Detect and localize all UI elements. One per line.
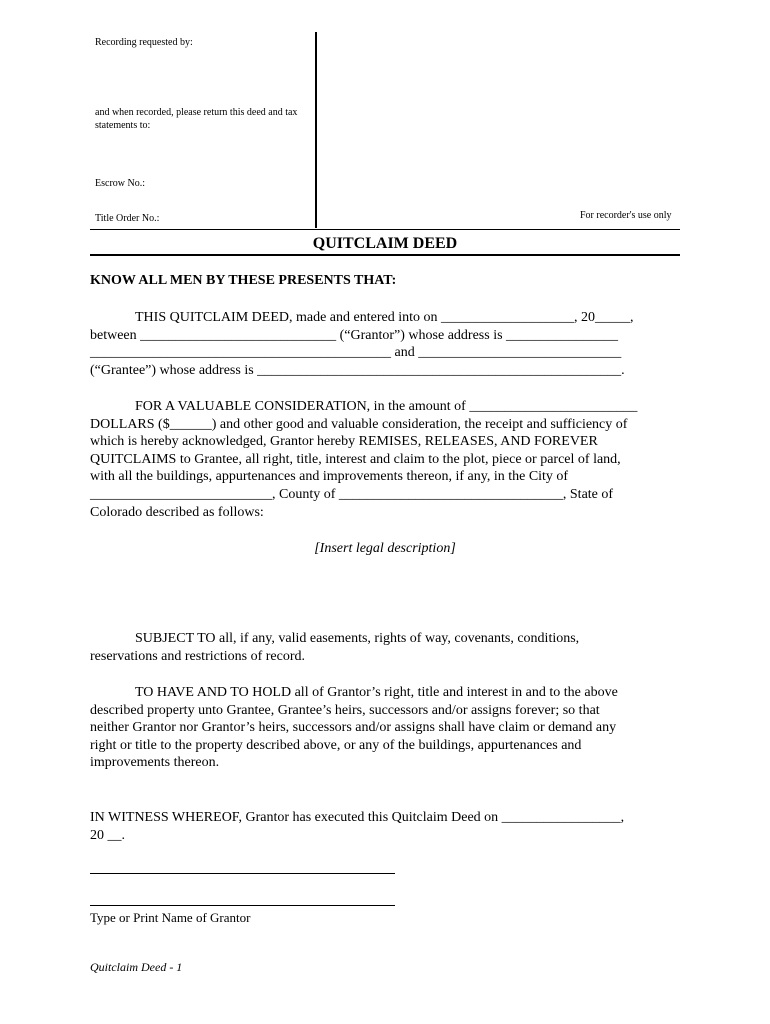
paragraph-line: IN WITNESS WHEREOF, Grantor has executed this Quitclaim Deed on _________________, [90,810,625,825]
paragraph-line: Colorado described as follows: [90,504,264,520]
title-order-number-label: Title Order No.: [95,213,160,224]
legal-description-placeholder: [Insert legal description] [314,541,456,556]
subject-to-paragraph [90,630,682,665]
paragraph-line: ___________________________________________ and _____________________________ [90,345,622,361]
paragraph-line: reservations and restrictions of record. [90,648,305,664]
document-title: QUITCLAIM DEED [312,235,458,252]
grantor-printed-name-line[interactable] [90,905,395,906]
paragraph-line: right or title to the property described above, or any of the buildings, appurtenances and [90,737,582,753]
paragraph-line: with all the buildings, appurtenances and improvements thereon, if any, in the City of [90,469,569,485]
title-bottom-rule [90,254,680,256]
header-bottom-rule [90,229,680,230]
consideration-paragraph [90,398,682,521]
habendum-paragraph [90,684,682,772]
grantor-name-label: Type or Print Name of Grantor [90,910,251,925]
parties-paragraph [90,309,682,379]
header-vertical-divider [315,32,317,228]
paragraph-line: between ____________________________ (“Grantor”) whose address is ________________ [90,327,619,343]
paragraph-line: improvements thereon. [90,755,220,771]
paragraph-line: DOLLARS ($______) and other good and valuable consideration, the receipt and sufficiency of [90,416,628,432]
paragraph-line: neither Grantor nor Grantor’s heirs, successors and/or assigns shall have claim or demand any [90,720,617,736]
paragraph-line: described property unto Grantee, Grantee’s heirs, successors and/or assigns forever; so that [90,702,600,718]
paragraph-line: TO HAVE AND TO HOLD all of Grantor’s right, title and interest in and to the above [135,685,618,700]
return-to-label-line1: and when recorded, please return this deed and tax [95,107,298,118]
recorders-use-label: For recorder's use only [580,210,672,221]
escrow-number-label: Escrow No.: [95,178,145,189]
return-to-label-line2: statements to: [95,120,151,131]
know-all-men-heading: KNOW ALL MEN BY THESE PRESENTS THAT: [90,273,397,288]
paragraph-line: __________________________, County of ________________________________, State of [90,486,614,502]
paragraph-line: FOR A VALUABLE CONSIDERATION, in the amount of ________________________ [135,399,638,414]
grantor-signature-line[interactable] [90,873,395,874]
paragraph-line: SUBJECT TO all, if any, valid easements, rights of way, covenants, conditions, [135,631,580,646]
paragraph-line: 20 __. [90,827,125,843]
recording-requested-label: Recording requested by: [95,37,193,48]
page-footer: Quitclaim Deed - 1 [90,960,183,974]
paragraph-line: which is hereby acknowledged, Grantor hereby REMISES, RELEASES, AND FOREVER [90,434,598,450]
paragraph-line: (“Grantee”) whose address is ____________________________________________________. [90,362,625,378]
witness-paragraph [90,809,682,844]
paragraph-line: QUITCLAIMS to Grantee, all right, title, interest and claim to the plot, piece or parcel of land, [90,451,621,467]
paragraph-line: THIS QUITCLAIM DEED, made and entered into on ___________________, 20_____, [135,310,634,325]
